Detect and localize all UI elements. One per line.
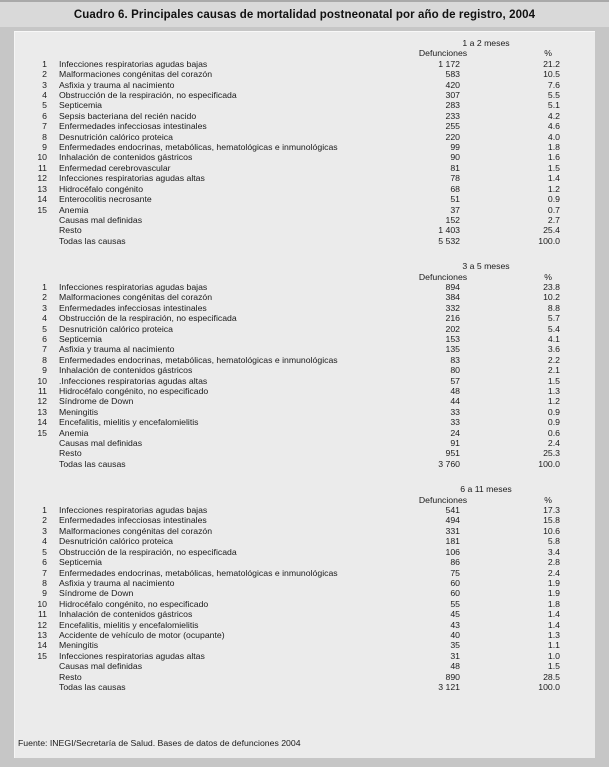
age-group-label: 6 a 11 meses [460,484,512,495]
percent-cell: 3.4 [547,546,560,557]
deaths-cell: 216 [445,313,460,324]
deaths-cell: 181 [445,536,460,547]
cause-cell: Causas mal definidas [59,661,143,672]
percent-cell: 1.2 [547,396,560,407]
deaths-cell: 283 [445,100,460,111]
table-row [15,59,595,69]
table-panel [14,31,595,758]
deaths-cell: 3 121 [438,681,460,692]
rank-cell: 5 [42,323,47,334]
percent-cell: 7.6 [547,79,560,90]
rank-cell: 15 [37,650,47,661]
deaths-cell: 1 172 [438,58,460,69]
deaths-cell: 152 [445,214,460,225]
cause-cell: Enfermedad cerebrovascular [59,162,171,173]
rank-cell [31,236,47,246]
cause-cell: Asfixia y trauma al nacimiento [59,344,175,355]
cause-cell: Encefalitis, mielitis y encefalomielitis [59,417,199,428]
table-body [15,59,595,246]
page-title: Cuadro 6. Principales causas de mortalidad postneonatal por año de registro, 2004 [73,8,536,21]
cause-cell: Hidrocéfalo congénito [59,183,144,194]
cause-cell: Causas mal definidas [59,438,143,449]
cause-cell: Infecciones respiratorias agudas bajas [59,58,208,69]
rank-cell [31,438,47,448]
cause-cell: Inhalación de contenidos gástricos [59,365,193,376]
rank-cell: 13 [37,183,47,194]
rank-cell: 1 [42,505,47,516]
deaths-cell: 33 [450,406,460,417]
table-row [15,365,595,375]
percent-cell: 2.4 [547,567,560,578]
deaths-cell: 951 [445,448,460,459]
deaths-cell: 307 [445,90,460,101]
rank-cell: 7 [42,344,47,355]
percent-cell: 5.8 [547,536,560,547]
table-row [15,396,595,406]
cause-cell: Enfermedades infecciosas intestinales [59,515,207,526]
table-row [15,184,595,194]
cause-cell: Obstrucción de la respiración, no especificada [59,546,237,557]
percent-cell: 2.8 [547,557,560,568]
table-row [15,609,595,619]
table-row [15,505,595,515]
table-row [15,111,595,121]
table-row [15,282,595,292]
percent-cell: 0.9 [547,417,560,428]
rank-cell: 5 [42,546,47,557]
rank-cell: 3 [42,525,47,536]
rank-cell: 10 [37,152,47,163]
percent-cell: 1.0 [547,650,560,661]
deaths-cell: 60 [450,588,460,599]
table-row [15,438,595,448]
table-row [15,428,595,438]
deaths-cell: 153 [445,333,460,344]
table-row [15,640,595,650]
cause-cell: Septicemia [59,557,102,568]
title-band [0,0,609,27]
cause-cell: Anemia [59,204,89,215]
table-row [15,630,595,640]
percent-cell: 5.7 [547,313,560,324]
percent-cell: 4.1 [547,333,560,344]
percent-column-header: % [544,494,552,505]
table-row [15,599,595,609]
rank-cell: 2 [42,515,47,526]
rank-cell [31,661,47,671]
section-header [15,261,595,271]
rank-cell: 11 [37,162,47,173]
table-row [15,376,595,386]
deaths-cell: 583 [445,69,460,80]
percent-cell: 28.5 [543,671,560,682]
cause-cell: Hidrocéfalo congénito, no especificado [59,598,209,609]
cause-cell: Malformaciones congénitas del corazón [59,525,213,536]
deaths-cell: 135 [445,344,460,355]
column-header-row [15,48,595,58]
table-row [15,672,595,682]
table-row [15,417,595,427]
column-header-row [15,495,595,505]
deaths-cell: 24 [450,427,460,438]
table-row [15,547,595,557]
table-row [15,292,595,302]
rank-cell: 4 [42,536,47,547]
table-row [15,80,595,90]
deaths-cell: 43 [450,619,460,630]
deaths-cell: 37 [450,204,460,215]
deaths-cell: 68 [450,183,460,194]
deaths-cell: 255 [445,121,460,132]
rank-cell: 13 [37,629,47,640]
cause-cell: Encefalitis, mielitis y encefalomielitis [59,619,199,630]
table-row [15,225,595,235]
deaths-cell: 75 [450,567,460,578]
rank-cell: 10 [37,375,47,386]
deaths-cell: 45 [450,609,460,620]
cause-cell: Enterocolitis necrosante [59,194,152,205]
percent-cell: 4.2 [547,110,560,121]
cause-cell: Síndrome de Down [59,396,134,407]
section-header [15,484,595,494]
cause-cell: Accidente de vehículo de motor (ocupante) [59,629,225,640]
cause-cell: Resto [59,671,82,682]
table-row [15,215,595,225]
table-body [15,282,595,469]
percent-cell: 1.2 [547,183,560,194]
rank-cell [31,459,47,469]
deaths-cell: 80 [450,365,460,376]
rank-cell: 2 [42,292,47,303]
rank-cell: 5 [42,100,47,111]
table-row [15,578,595,588]
deaths-cell: 40 [450,629,460,640]
percent-cell: 1.5 [547,162,560,173]
table-body [15,505,595,692]
source-note: Fuente: INEGI/Secretaría de Salud. Bases de datos de defunciones 2004 [18,738,301,749]
rank-cell: 12 [37,619,47,630]
cause-cell: Enfermedades endocrinas, metabólicas, hematológicas e inmunológicas [59,142,338,153]
rank-cell: 6 [42,110,47,121]
table-row [15,344,595,354]
percent-cell: 1.3 [547,386,560,396]
rank-cell: 12 [37,173,47,184]
table-row [15,588,595,598]
percent-cell: 0.9 [547,194,560,205]
deaths-cell: 384 [445,292,460,303]
cause-cell: Asfixia y trauma al nacimiento [59,79,175,90]
percent-cell: 1.9 [547,577,560,588]
rank-cell: 12 [37,396,47,407]
deaths-cell: 33 [450,417,460,428]
cause-cell: Malformaciones congénitas del corazón [59,292,213,303]
cause-cell: Todas las causas [59,235,126,246]
cause-cell: Septicemia [59,333,102,344]
cause-cell: Hidrocéfalo congénito, no especificado [59,386,209,396]
cause-cell: Resto [59,448,82,459]
rank-cell: 14 [37,194,47,205]
cause-cell: Infecciones respiratorias agudas bajas [59,281,208,292]
percent-cell: 1.9 [547,588,560,599]
cause-cell: Infecciones respiratorias agudas bajas [59,505,208,516]
rank-cell: 14 [37,417,47,428]
percent-cell: 1.4 [547,609,560,620]
cause-cell: Inhalación de contenidos gástricos [59,152,193,163]
rank-cell: 13 [37,406,47,417]
deaths-cell: 420 [445,79,460,90]
deaths-cell: 91 [450,438,460,449]
percent-cell: 10.6 [543,525,560,536]
deaths-cell: 44 [450,396,460,407]
table-row [15,386,595,396]
rank-cell: 11 [37,609,47,620]
percent-cell: 25.3 [543,448,560,459]
table-row [15,236,595,246]
table-row [15,121,595,131]
percent-cell: 0.6 [547,427,560,438]
percent-cell: 1.8 [547,598,560,609]
deaths-cell: 106 [445,546,460,557]
cause-cell: Síndrome de Down [59,588,134,599]
table-row [15,355,595,365]
table-row [15,407,595,417]
deaths-cell: 78 [450,173,460,184]
cause-cell: Malformaciones congénitas del corazón [59,69,213,80]
cause-cell: Desnutrición calórico proteica [59,323,173,334]
percent-cell: 100.0 [538,458,560,469]
cause-cell: Meningitis [59,640,99,651]
percent-cell: 4.6 [547,121,560,132]
percent-cell: 2.7 [547,214,560,225]
table-row [15,536,595,546]
cause-cell: Infecciones respiratorias agudas altas [59,650,205,661]
deaths-cell: 31 [450,650,460,661]
table-row [15,100,595,110]
cause-cell: Todas las causas [59,458,126,469]
percent-cell: 23.8 [543,281,560,292]
deaths-column-header: Defunciones [418,271,468,282]
rank-cell: 8 [42,577,47,588]
cause-cell: Desnutrición calórico proteica [59,536,173,547]
percent-cell: 1.5 [547,661,560,672]
percent-cell: 21.2 [543,58,560,69]
rank-cell: 7 [42,121,47,132]
table-row [15,205,595,215]
deaths-cell: 494 [445,515,460,526]
deaths-cell: 35 [450,640,460,651]
percent-column-header: % [544,48,552,59]
table-row [15,448,595,458]
percent-cell: 5.1 [547,100,560,111]
percent-cell: 8.8 [547,302,560,313]
deaths-cell: 541 [445,505,460,516]
table-row [15,324,595,334]
rank-cell: 2 [42,69,47,80]
table-row [15,651,595,661]
rank-cell: 8 [42,131,47,142]
deaths-cell: 220 [445,131,460,142]
rank-cell: 10 [37,598,47,609]
rank-cell [31,448,47,458]
rank-cell: 3 [42,302,47,313]
rank-cell [31,225,47,235]
percent-cell: 2.4 [547,438,560,449]
table-row [15,557,595,567]
table-row [15,173,595,183]
rank-cell: 9 [42,588,47,599]
cause-cell: Enfermedades endocrinas, metabólicas, hematológicas e inmunológicas [59,354,338,365]
deaths-cell: 3 760 [438,458,460,469]
deaths-cell: 331 [445,525,460,536]
table-row [15,163,595,173]
percent-cell: 100.0 [538,235,560,246]
cause-cell: Enfermedades infecciosas intestinales [59,302,207,313]
cause-cell: Sepsis bacteriana del recién nacido [59,110,197,121]
cause-cell: Enfermedades infecciosas intestinales [59,121,207,132]
table-row [15,459,595,469]
rank-cell: 1 [42,281,47,292]
cause-cell: Todas las causas [59,681,126,692]
age-section-3-a-5-meses [15,261,595,469]
table-row [15,661,595,671]
percent-cell: 1.3 [547,629,560,640]
table-row [15,515,595,525]
cause-cell: Causas mal definidas [59,214,143,225]
deaths-cell: 1 403 [438,225,460,236]
deaths-column-header: Defunciones [418,494,468,505]
column-header-row [15,272,595,282]
cause-cell: Septicemia [59,100,102,111]
deaths-cell: 99 [450,142,460,153]
cause-cell: Asfixia y trauma al nacimiento [59,577,175,588]
deaths-cell: 90 [450,152,460,163]
section-header [15,38,595,48]
deaths-cell: 48 [450,386,460,396]
deaths-cell: 233 [445,110,460,121]
percent-cell: 0.9 [547,406,560,417]
table-row [15,90,595,100]
deaths-cell: 55 [450,598,460,609]
percent-cell: 5.5 [547,90,560,101]
rank-cell: 6 [42,557,47,568]
table-row [15,313,595,323]
rank-cell [31,682,47,692]
cause-cell: Obstrucción de la respiración, no especificada [59,313,237,324]
percent-cell: 10.5 [543,69,560,80]
percent-cell: 15.8 [543,515,560,526]
rank-cell: 9 [42,142,47,153]
rank-cell: 6 [42,333,47,344]
cause-cell: Meningitis [59,406,99,417]
table-row [15,334,595,344]
percent-cell: 3.6 [547,344,560,355]
deaths-cell: 5 532 [438,235,460,246]
percent-cell: 100.0 [538,681,560,692]
rank-cell: 4 [42,313,47,324]
rank-cell: 7 [42,567,47,578]
cause-cell: Inhalación de contenidos gástricos [59,609,193,620]
deaths-cell: 48 [450,661,460,672]
deaths-cell: 890 [445,671,460,682]
table-row [15,69,595,79]
rank-cell: 3 [42,79,47,90]
rank-cell: 14 [37,640,47,651]
table-row [15,142,595,152]
table-row [15,152,595,162]
percent-cell: 17.3 [543,505,560,516]
rank-cell [31,215,47,225]
deaths-cell: 86 [450,557,460,568]
percent-cell: 25.4 [543,225,560,236]
age-section-1-a-2-meses [15,38,595,246]
cause-cell: Desnutrición calórico proteica [59,131,173,142]
rank-cell: 8 [42,354,47,365]
rank-cell: 15 [37,427,47,438]
age-section-6-a-11-meses [15,484,595,692]
cause-cell: Resto [59,225,82,236]
table-row [15,303,595,313]
table-row [15,132,595,142]
cause-cell: Obstrucción de la respiración, no especificada [59,90,237,101]
percent-cell: 2.1 [547,365,560,376]
table-row [15,620,595,630]
percent-cell: 5.4 [547,323,560,334]
rank-cell: 15 [37,204,47,215]
percent-cell: 1.1 [547,640,560,651]
deaths-cell: 81 [450,162,460,173]
rank-cell: 11 [37,386,47,396]
age-group-label: 3 a 5 meses [462,261,510,272]
deaths-column-header: Defunciones [418,48,468,59]
table-row [15,682,595,692]
percent-cell: 2.2 [547,354,560,365]
age-group-label: 1 a 2 meses [462,38,510,48]
percent-cell: 0.7 [547,204,560,215]
percent-cell: 1.6 [547,152,560,163]
percent-cell: 1.8 [547,142,560,153]
rank-cell: 9 [42,365,47,376]
deaths-cell: 83 [450,354,460,365]
deaths-cell: 57 [450,375,460,386]
deaths-cell: 60 [450,577,460,588]
deaths-cell: 51 [450,194,460,205]
percent-cell: 1.4 [547,619,560,630]
percent-cell: 4.0 [547,131,560,142]
rank-cell: 4 [42,90,47,101]
cause-cell: Infecciones respiratorias agudas altas [59,173,205,184]
cause-cell: .Infecciones respiratorias agudas altas [59,375,208,386]
percent-cell: 1.4 [547,173,560,184]
deaths-cell: 202 [445,323,460,334]
percent-cell: 10.2 [543,292,560,303]
table-row [15,568,595,578]
percent-cell: 1.5 [547,375,560,386]
rank-cell [31,672,47,682]
deaths-cell: 894 [445,281,460,292]
rank-cell: 1 [42,58,47,69]
table-row [15,526,595,536]
deaths-cell: 332 [445,302,460,313]
cause-cell: Anemia [59,427,89,438]
cause-cell: Enfermedades endocrinas, metabólicas, hematológicas e inmunológicas [59,567,338,578]
percent-column-header: % [544,271,552,282]
table-row [15,194,595,204]
